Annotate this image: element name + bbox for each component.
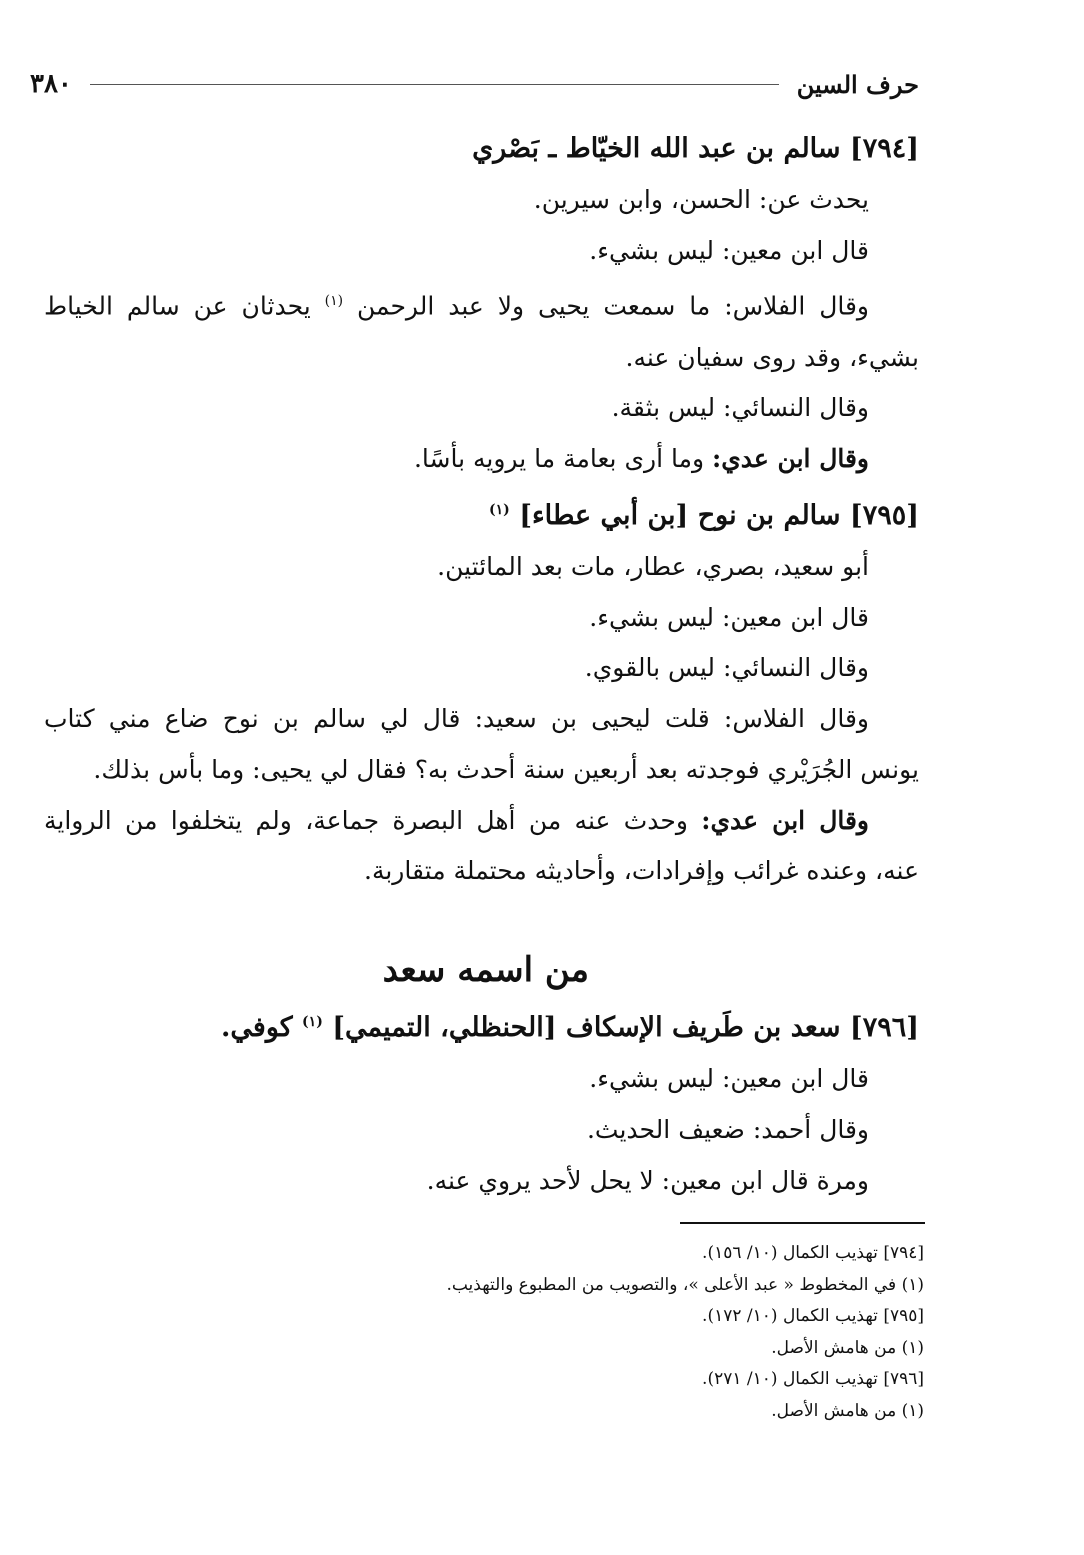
page-number: ٣٨٠: [30, 69, 72, 99]
entry-795-line-5: يونس الجُرَيْري فوجدته بعد أربعين سنة أحدث به؟ فقال لي يحيى: وما بأس بذلك.: [93, 754, 919, 784]
footnote-marker: (١): [489, 501, 510, 518]
footnote-item: (١) من هامش الأصل.: [771, 1400, 924, 1421]
footnote-marker: (١): [302, 1014, 323, 1031]
footnote-separator: [680, 1222, 925, 1224]
footnote-item: (١) في المخطوط « عبد الأعلى »، والتصويب من المطبوع والتهذيب.: [446, 1274, 924, 1295]
entry-794-line-6: وقال ابن عدي: وما أرى بعامة ما يرويه بأسًا.: [413, 444, 869, 474]
entry-794-line-1: يحدث عن: الحسن، وابن سيرين.: [533, 184, 869, 214]
entry-795-line-4: وقال الفلاس: قلت ليحيى بن سعيد: قال لي سالم بن نوح ضاع مني كتاب: [44, 704, 869, 734]
page-header: [30, 66, 919, 102]
section-title: من اسمه سعد: [382, 950, 589, 991]
entry-795-line-7: عنه، وعنده غرائب وإفرادات، وأحاديثه محتملة متقاربة.: [364, 856, 919, 886]
header-rule: [90, 84, 779, 85]
entry-796-heading: [٧٩٦] سعد بن طَريف الإسكاف [الحنظلي، التميمي] $^{(١)}$ كوفي.: [221, 1012, 919, 1044]
entry-796-line-1: قال ابن معين: ليس بشيء.: [589, 1064, 869, 1094]
footnote-item: (١) من هامش الأصل.: [771, 1337, 924, 1358]
entry-796-line-2: وقال أحمد: ضعيف الحديث.: [586, 1114, 869, 1144]
footnotes: [446, 1238, 924, 1427]
entry-794-heading: [٧٩٤] سالم بن عبد الله الخيّاط ـ بَصْري: [472, 133, 919, 164]
footnote-item: [٧٩٥] تهذيب الكمال (١٠/ ١٧٢).: [702, 1306, 924, 1326]
entry-794-line-4: بشيء، وقد روى سفيان عنه.: [625, 342, 919, 372]
entry-794-line-3: وقال الفلاس: ما سمعت يحيى ولا عبد الرحمن $^{(١)}$ يحدثان عن سالم الخياط: [44, 291, 869, 321]
footnote-item: [٧٩٤] تهذيب الكمال (١٠/ ١٥٦).: [702, 1243, 924, 1263]
entry-794-line-2: قال ابن معين: ليس بشيء.: [589, 235, 869, 265]
main-text: [44, 124, 919, 1206]
running-title: حرف السين: [796, 69, 919, 99]
footnote-marker: (١): [324, 293, 344, 310]
entry-795-heading: [٧٩٥] سالم بن نوح [بن أبي عطاء] $^{(١)}$: [489, 499, 919, 531]
entry-795-line-6: وقال ابن عدي: وحدث عنه من أهل البصرة جماعة، ولم يتخلفوا من الرواية: [44, 805, 869, 835]
entry-795-line-3: وقال النسائي: ليس بالقوي.: [584, 653, 869, 683]
entry-795-line-1: أبو سعيد، بصري، عطار، مات بعد المائتين.: [437, 551, 869, 581]
footnote-item: [٧٩٦] تهذيب الكمال (١٠/ ٢٧١).: [702, 1369, 924, 1389]
entry-794-line-5: وقال النسائي: ليس بثقة.: [611, 393, 869, 423]
entry-795-line-2: قال ابن معين: ليس بشيء.: [589, 602, 869, 632]
entry-796-line-3: ومرة قال ابن معين: لا يحل لأحد يروي عنه.: [426, 1165, 869, 1195]
